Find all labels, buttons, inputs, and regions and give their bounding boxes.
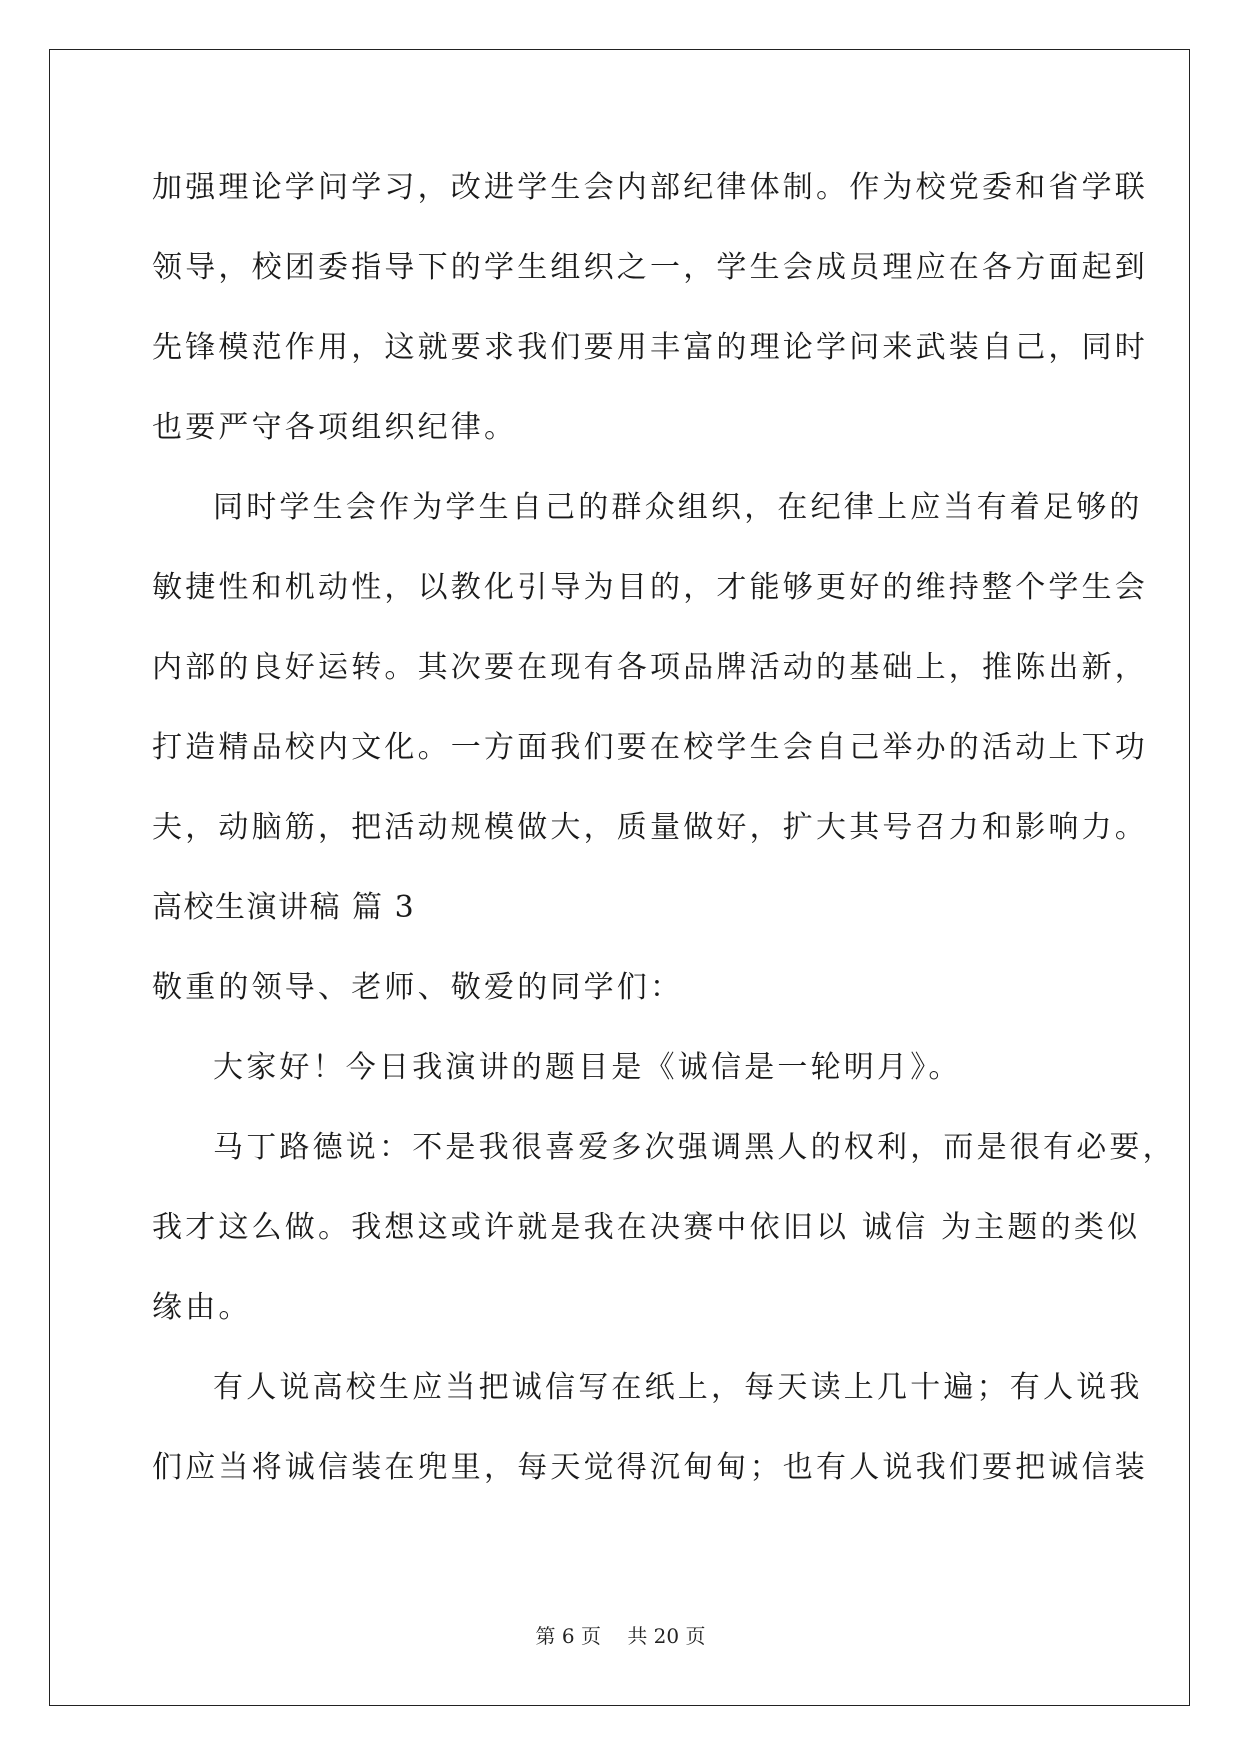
text-line: 缘由。: [152, 1290, 252, 1325]
page-total: 共 20 页: [627, 1624, 706, 1648]
text-line: 马丁路德说：不是我很喜爱多次强调黑人的权利，而是很有必要，: [213, 1130, 1176, 1165]
text-line: 加强理论学问学习，改进学生会内部纪律体制。作为校党委和省学联: [152, 170, 1148, 205]
page-footer: [0, 1620, 1241, 1649]
text-line: 领导，校团委指导下的学生组织之一，学生会成员理应在各方面起到: [152, 250, 1148, 285]
text-line: 同时学生会作为学生自己的群众组织，在纪律上应当有着足够的: [213, 490, 1143, 525]
text-line: 们应当将诚信装在兜里，每天觉得沉甸甸；也有人说我们要把诚信装: [152, 1450, 1148, 1485]
section-heading: 高校生演讲稿 篇 3: [152, 890, 416, 925]
page-number: 第 6 页: [535, 1624, 601, 1648]
salutation: 敬重的领导、老师、敬爱的同学们：: [152, 970, 684, 1005]
text-line: 敏捷性和机动性，以教化引导为目的，才能够更好的维持整个学生会: [152, 570, 1148, 605]
text-line: 大家好！今日我演讲的题目是《诚信是一轮明月》。: [213, 1050, 962, 1085]
text-line: 我才这么做。我想这或许就是我在决赛中依旧以 诚信 为主题的类似: [152, 1210, 1141, 1245]
text-line: 也要严守各项组织纪律。: [152, 410, 518, 445]
text-line: 先锋模范作用，这就要求我们要用丰富的理论学问来武装自己，同时: [152, 330, 1148, 365]
text-line: 夫，动脑筋，把活动规模做大，质量做好，扩大其号召力和影响力。: [152, 810, 1148, 845]
text-line: 内部的良好运转。其次要在现有各项品牌活动的基础上，推陈出新，: [152, 650, 1148, 685]
document-body: [152, 160, 1176, 1520]
text-line: 打造精品校内文化。一方面我们要在校学生会自己举办的活动上下功: [152, 730, 1148, 765]
text-line: 有人说高校生应当把诚信写在纸上，每天读上几十遍；有人说我: [213, 1370, 1143, 1405]
